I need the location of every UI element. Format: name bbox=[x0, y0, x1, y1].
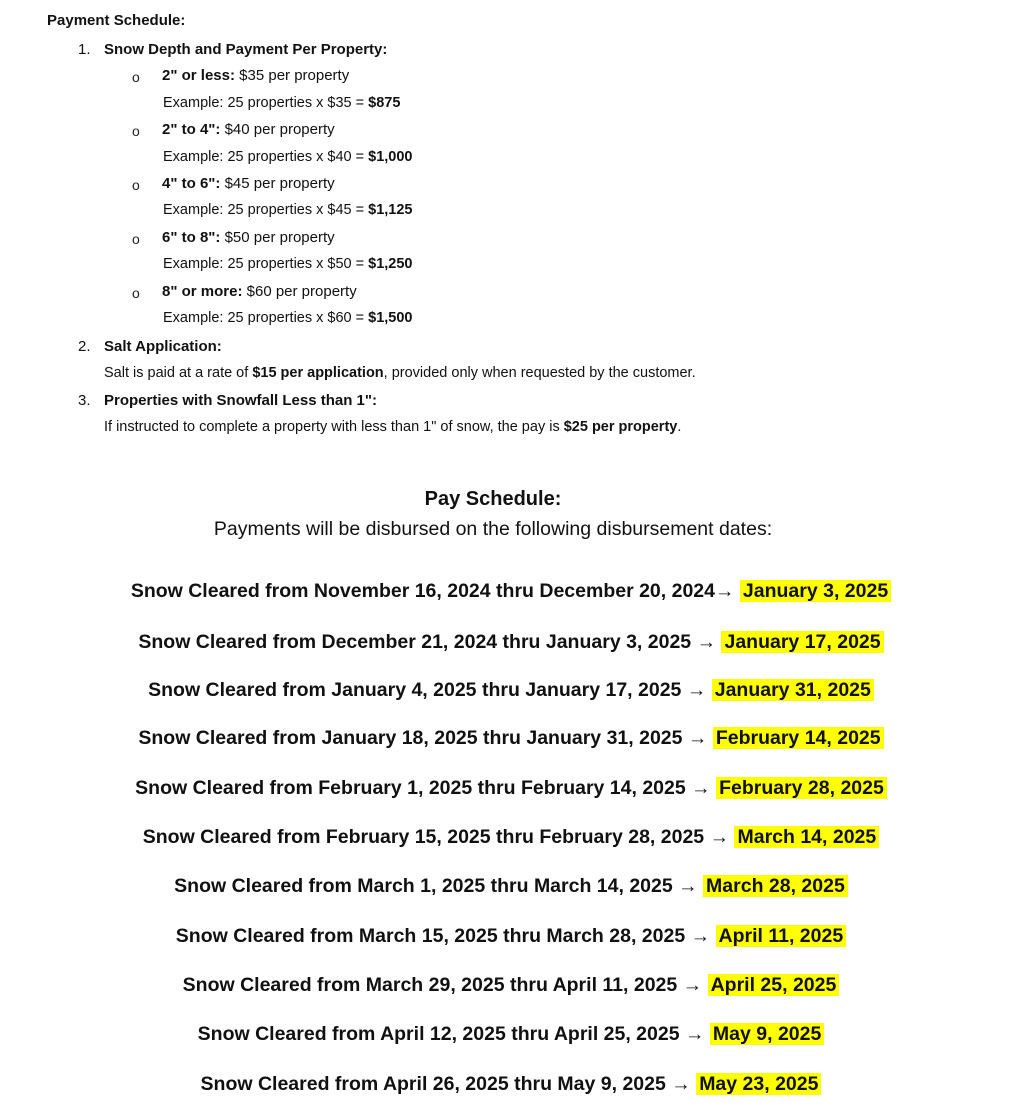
schedule-row bbox=[0, 580, 1022, 603]
schedule-row bbox=[0, 826, 1022, 849]
tier-3-range: 4" to 6": bbox=[162, 175, 221, 192]
tier-3-example-text: Example: 25 properties x $45 = bbox=[163, 202, 369, 218]
disbursement-date: January 17, 2025 bbox=[721, 631, 883, 653]
schedule-row-period: Snow Cleared from March 15, 2025 thru March 28, 2025 bbox=[175, 925, 691, 947]
payment-schedule-heading: Payment Schedule: bbox=[47, 12, 186, 29]
tier-3-example bbox=[163, 202, 413, 218]
item-2-number: 2. bbox=[78, 338, 91, 355]
bullet-icon: o bbox=[132, 285, 140, 301]
schedule-row-period: Snow Cleared from February 1, 2025 thru February 14, 2025 bbox=[135, 777, 692, 799]
schedule-row-period: Snow Cleared from March 1, 2025 thru March 14, 2025 bbox=[174, 875, 679, 897]
schedule-row bbox=[0, 777, 1022, 800]
salt-desc-post: , provided only when requested by the customer. bbox=[383, 365, 696, 381]
tier-3-line bbox=[162, 175, 335, 192]
item-1-number: 1. bbox=[78, 41, 91, 58]
bullet-icon: o bbox=[132, 177, 140, 193]
schedule-row bbox=[0, 727, 1022, 750]
schedule-row-period: Snow Cleared from January 18, 2025 thru January 31, 2025 bbox=[138, 727, 688, 749]
tier-3-rate: $45 per property bbox=[220, 175, 335, 192]
schedule-row bbox=[0, 679, 1022, 702]
arrow-right-icon: → bbox=[686, 679, 707, 701]
low-snow-description bbox=[104, 419, 681, 435]
tier-4-range: 6" to 8": bbox=[162, 229, 221, 246]
tier-5-example-text: Example: 25 properties x $60 = bbox=[163, 310, 369, 326]
disbursement-date: April 11, 2025 bbox=[716, 925, 847, 947]
tier-5-range: 8" or more: bbox=[162, 283, 243, 300]
disbursement-date: May 9, 2025 bbox=[710, 1023, 824, 1045]
schedule-row-period: Snow Cleared from February 15, 2025 thru February 28, 2025 bbox=[142, 826, 710, 848]
item-1-title: Snow Depth and Payment Per Property: bbox=[104, 41, 388, 58]
item-2-title: Salt Application: bbox=[104, 338, 222, 355]
disbursement-date: April 25, 2025 bbox=[708, 974, 840, 996]
disbursement-date: March 28, 2025 bbox=[703, 875, 848, 897]
bullet-icon: o bbox=[132, 231, 140, 247]
salt-rate: $15 per application bbox=[252, 365, 384, 381]
arrow-right-icon: → bbox=[684, 1023, 705, 1045]
schedule-row-period: Snow Cleared from January 4, 2025 thru January 17, 2025 bbox=[148, 679, 687, 701]
tier-4-example bbox=[163, 256, 413, 272]
schedule-row-period: Snow Cleared from December 21, 2024 thru January 3, 2025 bbox=[138, 631, 697, 653]
tier-2-total: $1,000 bbox=[368, 149, 413, 165]
arrow-right-icon: → bbox=[714, 580, 735, 602]
schedule-row bbox=[0, 1073, 1022, 1096]
tier-2-example bbox=[163, 149, 413, 165]
tier-3-total: $1,125 bbox=[368, 202, 413, 218]
disbursement-date: March 14, 2025 bbox=[734, 826, 879, 848]
tier-5-example bbox=[163, 310, 413, 326]
arrow-right-icon: → bbox=[709, 826, 730, 848]
item-3-title: Properties with Snowfall Less than 1": bbox=[104, 392, 377, 409]
tier-4-rate: $50 per property bbox=[220, 229, 335, 246]
arrow-right-icon: → bbox=[691, 777, 711, 799]
tier-5-rate: $60 per property bbox=[242, 283, 357, 300]
tier-2-example-text: Example: 25 properties x $40 = bbox=[163, 149, 369, 165]
tier-2-rate: $40 per property bbox=[220, 121, 335, 138]
schedule-row bbox=[0, 875, 1022, 898]
schedule-row bbox=[0, 974, 1022, 997]
tier-1-total: $875 bbox=[368, 95, 401, 111]
schedule-row-period: Snow Cleared from March 29, 2025 thru April 11, 2025 bbox=[182, 974, 683, 996]
disbursement-date: January 3, 2025 bbox=[740, 580, 891, 602]
disbursement-date: February 14, 2025 bbox=[713, 727, 884, 749]
tier-1-example bbox=[163, 95, 400, 111]
disbursement-date: May 23, 2025 bbox=[696, 1073, 821, 1095]
tier-1-line bbox=[162, 67, 349, 84]
tier-5-total: $1,500 bbox=[368, 310, 413, 326]
schedule-row bbox=[0, 631, 1022, 654]
pay-schedule-subtitle: Payments will be disbursed on the following disbursement dates: bbox=[213, 518, 773, 540]
tier-4-line bbox=[162, 229, 335, 246]
tier-5-line bbox=[162, 283, 357, 300]
pay-schedule-title: Pay Schedule: bbox=[424, 488, 562, 510]
arrow-right-icon: → bbox=[678, 875, 698, 897]
tier-1-range: 2" or less: bbox=[162, 67, 235, 84]
arrow-right-icon: → bbox=[671, 1073, 691, 1095]
bullet-icon: o bbox=[132, 69, 140, 85]
arrow-right-icon: → bbox=[687, 727, 708, 749]
low-snow-desc-pre: If instructed to complete a property with less than 1" of snow, the pay is bbox=[104, 419, 564, 435]
tier-2-range: 2" to 4": bbox=[162, 121, 221, 138]
tier-1-rate: $35 per property bbox=[234, 67, 350, 84]
schedule-row bbox=[0, 925, 1022, 948]
schedule-row-period: Snow Cleared from April 12, 2025 thru April 25, 2025 bbox=[197, 1023, 685, 1045]
disbursement-date: January 31, 2025 bbox=[712, 679, 874, 701]
arrow-right-icon: → bbox=[696, 631, 717, 653]
schedule-row-period: Snow Cleared from April 26, 2025 thru May 9, 2025 bbox=[200, 1073, 672, 1095]
low-snow-rate: $25 per property bbox=[563, 419, 678, 435]
low-snow-desc-post: . bbox=[677, 419, 682, 435]
disbursement-date: February 28, 2025 bbox=[716, 777, 887, 799]
tier-1-example-text: Example: 25 properties x $35 = bbox=[163, 95, 369, 111]
schedule-row bbox=[0, 1023, 1022, 1046]
tier-4-example-text: Example: 25 properties x $50 = bbox=[163, 256, 369, 272]
item-3-number: 3. bbox=[78, 392, 91, 409]
bullet-icon: o bbox=[132, 123, 140, 139]
schedule-row-period: Snow Cleared from November 16, 2024 thru December 20, 2024 bbox=[130, 580, 715, 602]
arrow-right-icon: → bbox=[682, 974, 703, 996]
arrow-right-icon: → bbox=[690, 925, 711, 947]
tier-4-total: $1,250 bbox=[368, 256, 413, 272]
salt-description bbox=[104, 365, 696, 381]
salt-desc-pre: Salt is paid at a rate of bbox=[104, 365, 253, 381]
tier-2-line bbox=[162, 121, 335, 138]
